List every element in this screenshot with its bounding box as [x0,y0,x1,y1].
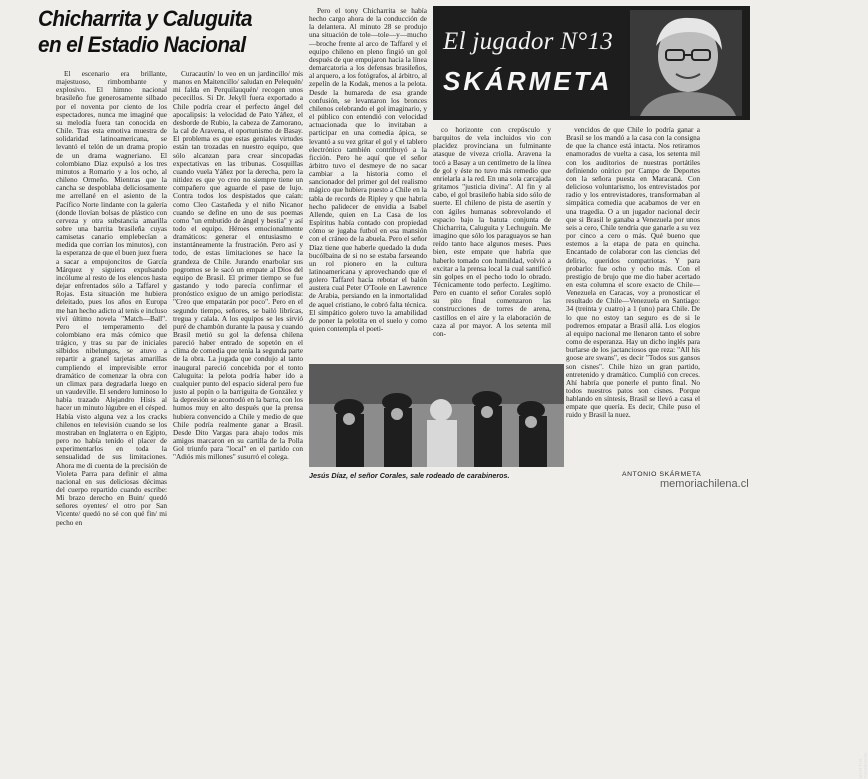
column-2-text: Curacautín/ lo veo en un jardincillo/ mis manos en Maitencillo/ saludan en Pelequén/ mi falda en Perquilauquén/ recogen unos pececillos. Si Dr. Jekyll fuera exportado a Chile podría crear el perfecto ángel del apocalipsis: la velocidad de Pato Yáñez, el desborde de Rubio, la cabeza de Zamorano, la cal de Aravena, el oportunismo de Basay. El problema es que estas geniales virtudes están tan trozadas en nuestro equipo, que sólo alcanzan para crear sincopadas expectativas en las tribunas. Cosquillas cuando vuela Yáñez por la derecha, pero la nitidez es que yo creo no siempre tiene un compañero que aguarde el pase de lujo. Contra todos los despistados que caían: como Cleo Castañeda y el niño Nicanor cuando se define en uno de sus poemas como "un embutido de ángel y bestia" y así todo el equipo. Héroes emocionalmente dramáticos: generar el entusiasmo e instantáneamente la frustración. Pero así y todo, de estas limitaciones se hace la grandeza de Chile. Jurando enarbolar sus pogromos se le sacó un empate al Dios del equipo de Brasil. El primer tiempo se fue gastando y todo parecía confirmar el pronóstico exiguo de un amigo periodista: "Creo que empatarán por poco". Pero en el segundo tiempo, señores, se bailó librícas, tregua y calala. A los equipos se les sirvió puré de chambón durante la pausa y cuando Brasil metió su gol la defensa chilena pareció haber entrado de sopetón en el clima de comedia que tenía la segunda parte de la obra. La jugada que condujo al tanto inaugural pareció concebida por el tonto Caluguita: la pelota podría haber ido a cualquier punto del espacio sideral pero fue justo al popín o la barriguita de González y la depresión se acomodó en la barra, con los humos muy en alto después que la prensa hubiera convencido a Chile y medio de que Chile podría realmente ganar a Brasil. Desde Dito Vargas para abajo todos mis amigos marcaron en su cartilla de la Polla Gol triunfo para "local" en el partido con "Adiós mis millones" susurró el colega. [173,69,303,462]
article-column-2 [173,70,303,488]
article-column-5 [566,126,700,471]
article-column-3 [309,7,427,359]
article-column-1 [56,69,167,527]
photo-image [309,364,564,467]
column-banner [433,6,750,120]
article-column-4 [433,126,551,360]
banner-author-name: SKÁRMETA [443,66,613,96]
photo-credit: MARTÍN THOMSON [858,752,868,779]
column-5-text: vencidos de que Chile lo podría ganar a Brasil se los mandó a la casa con la consigna de que la chance está intacta. Nos retiramos enamorados de vuelta a casa, los setenta mil con los auditorios de nuestras portátiles definiendo onírico por Campo de Deportes con la señora puesta en Maracaná. Con delicioso voluntarismo, los entrevistados por radio y los entrevistadores, transformaban al simpática comedia que acabamos de ver en una tragedia. O a un jugador nacional decir que si Brasil le ganaba a Venezuela por unos seis a cero, Chile tendría que ganarle a su vez por cinco a cero o más. Qué bueno que estemos a la etapa de pata en quincha. Encantado de colaborar con las ciencias del delirio, queridos compatriotas. Y para probarlo: fue ocho y ocho más. Con el prestigio de brujo que me dio haber acertado en esta columna el score exacto de Chile—Venezuela en Caracas, voy a pronosticar el resultado de Chile—Venezuela en Santiago: 34 (treinta y cuatro) a 1 (uno) para Chile. De lo que no estoy tan seguro es de si le podremos empatar a Brasil allá. Los elogios al equipo nacional me llenaron tanto el sobre como de esperanza. Hay un dicho inglés para burlarse de los jactanciosos que reza: "All his goose are swans", es decir "Todos sus gansos son cisnes". Chile hizo un gran partido, entretenido y dramático. Cumplió con creces. Ahí habría que ponerle el punto final. No todos nuestros patos son cisnes. Porque hablando en síntesis, Brasil se llevó a casa el empate que quería. Es decir, Chile puso el ruido y Brasil la nuez. [566,125,700,420]
column-4-text: co horizonte con crepúsculo y barquitos de vela incluidos vio con placidez provinciana un fulminante atasque de viveza criolla. Aravena la tocó a Basay a un centímetro de la línea de gol y éste no tuvo más remedio que enrielarla a la red. En una sola carcajada gritamos "justicia divina". Al fin y al cabo, el gol brasileño había sido sólo de suerte. El chileno de pista de asertín y con ágiles humanas sobrevolando el espacio bajo la batuta conjunta de Chicharrita, Caluguita y Lechuguín. Me imagino que sólo los paraguayos se han reído tanto hace algunos meses. Pues bien, este empate que habría que haberlo tomado con humildad, volvió a excitar a la prensa local la cual santificó sin golpes en el pecho todo lo obrado. Técnicamente todo perfecto. Legítimo. Pero en cuanto el señor Corales sopló su pito final comenzaron las construcciones de torres de arena, castillos en el aire y la elaboración de caza al por mayor. A los setenta mil con- [433,125,551,338]
author-signature: ANTONIO SKÁRMETA [622,471,702,478]
headline: Chicharrita y Caluguita en el Estadio Nacional [38,6,252,57]
watermark: memoriachilena.cl [660,478,749,490]
banner-title: El jugador N°13 [443,28,614,55]
photo-caption: Jesús Díaz, el señor Corales, sale rodeado de carabineros. [309,471,510,480]
author-portrait [630,10,742,116]
column-1-text: El escenario era brillante, majestuoso, rimbombante y explosivo. El himno nacional brasileño fue generosamente silbado por el noventa por ciento de los espectadores, nunca me imaginé que su melodía fuera tan conocida en Chile. Tras esta emotiva muestra de solidaridad latinoamericana, se levantó el telón de un drama propio de un drama wagneriano. El colombiano Díaz expulsó a los tres minutos a Romario y a los ocho, al chileno Ormeño. Mientras que la cancha se despoblaba deliciosamente me arrellané en el asiento de la Pacífico Norte lindante con la galería (donde llovían bolsas de plástico con cerveza y otra substancia amarilla sobre una barrita brasileña cuyas camisetas canario emplebecían a medida que corrían los minutos), con la esperanza de que el buen juez fuera a sacar a empujoncitos de García Márquez y siguiera expulsando incólume al resto de los elencos hasta dejar enfrentados sólo a Taffarel y Rojas. Esta situación me hubiera deleitado, pues los años en Europa me han hecho adicto al tenis e incluso viví último novela "Match—Ball". Pero el temperamento del colombiano era más cómico que trágico, y tras su par de iniciales silbidos nibelungos, se atuvo a repartir a granel tarjetas amarillas cumpliendo el imprevisible error dramático de comenzar la obra con un climax para degradarla luego en un vaudeville. El sendero luminoso lo había trazado Alejandro Hisis al hacer un minuto lúgubre en el césped. Había visto alguna vez a los cracks chilenos en televisión cuando se los mostraban en Inglaterra o en Egipto, pero no había tenido el placer de experimentarlos en toda la sensualidad de sus limitaciones. Ahora me di cuenta de la precisión de Violeta Parra para definir el alma nacional en sus deliciosas décimas del cuerpo repartido cuando escribe: Mi brazo derecho en Buin/ quedó señores oyentes/ el otro por San Vicente/ quedó no sé con qué fin/ mi pecho en [56,69,167,527]
column-3-text: Pero el tony Chicharrita se había hecho cargo ahora de la conducción de la delantera. Al minuto 28 se produjo una situación de tole—tole—y—mucho—broche frente al arco de Taffarel y el equipo chileno en pleno fingió un gol después de que empujaron hacia la línea demarcatoria a los defensas brasileños, al arquero, a los fotógrafos, al árbitro, al zepelín de la Kodak, menos a la pelota. Desde la humareda de esa grande confusión, se levantaron los bronces chilenos celebrando el gol imaginario, y el público con entendió con velocidad actuacionada que lo invitaban a participar en una comedia ápica, se levantó a su vez gritar el gol y el tablero electrónico también contribuyó a la ficción. Pero he aquí que el señor árbitro tuvo el desmeye de no sacar cambiar a la historia como el sancionador del primer gol del realismo mágico que hubiera puesto a Chile en la tabla de records de Ripley y que habría hecho palidecer de envidia a Isabel Allende, quien en La Casa de los Espíritus había contado con propiedad cómo se jugaba futbol en esa mansión con el cráneo de la abuela. Pero el señor Díaz tiene que haberle quedado la duda bucólbaina de si no se estaba farseando un rol pionero en la cultura latinoamericana y aprovechando que el golero Taffarel hacía rebotar el balón austera cual Peter O'Toole en Lawrence de Arabia, persiando en la inmortalidad de aquel cristiano, le cobró falta técnica. El simpático golero tuvo la amabilidad de poner la pelotita en el suelo y como quien contempla el poeti- [309,6,427,334]
